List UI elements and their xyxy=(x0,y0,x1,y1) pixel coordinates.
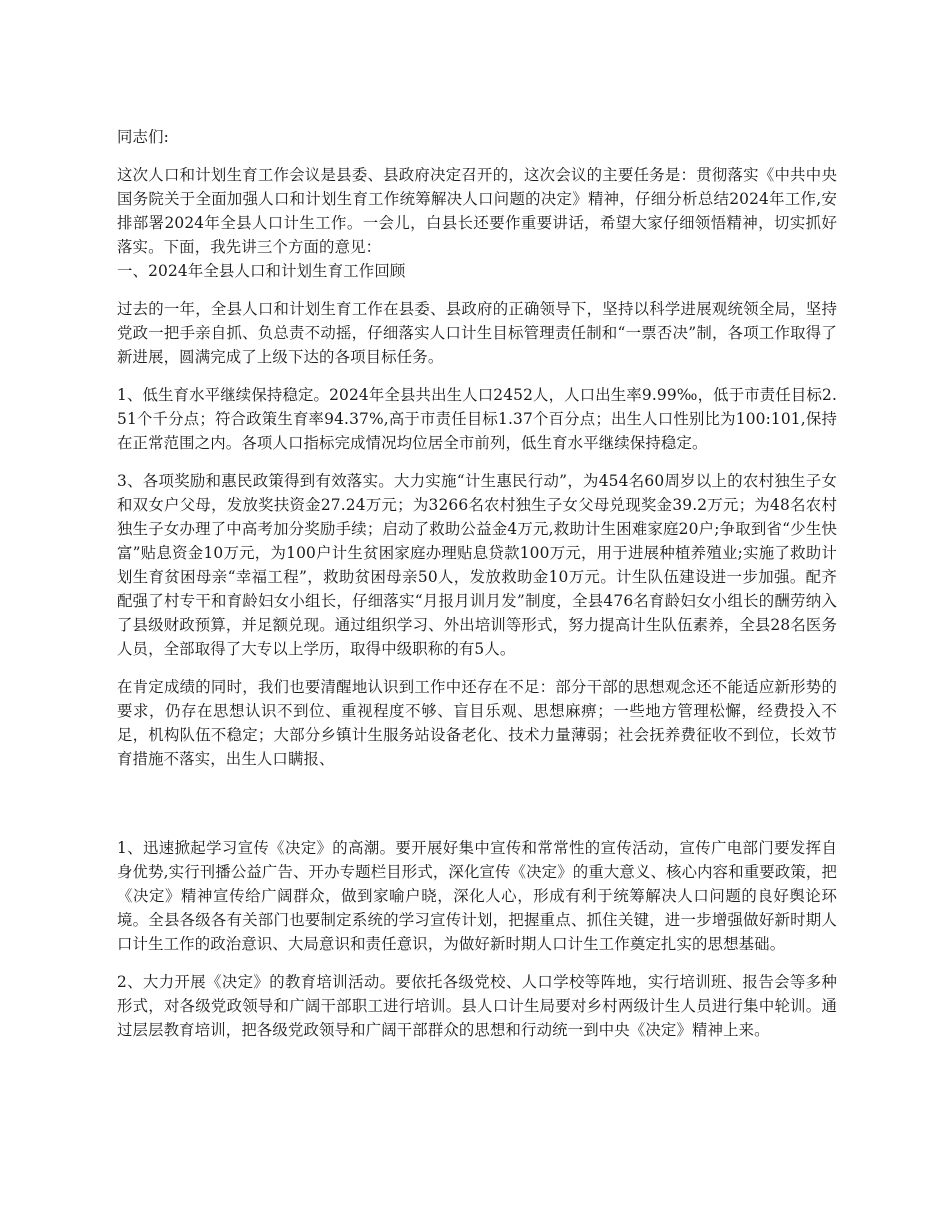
shortcomings-paragraph: 在肯定成绩的同时，我们也要清醒地认识到工作中还存在不足：部分干部的思想观念还不能适应新形势的要求，仍存在思想认识不到位、重视程度不够、盲目乐观、思想麻痹；一些地方管理松懈，经费投入不足，机构队伍不稳定；大部分乡镇计生服务站设备老化、技术力量薄弱；社会抚养费征收不到位，长效节育措施不落实，出生人口瞒报、 xyxy=(117,678,837,768)
section-heading: 一、2024年全县人口和计划生育工作回顾 xyxy=(117,262,406,280)
review-paragraph: 过去的一年，全县人口和计划生育工作在县委、县政府的正确领导下，坚持以科学进展观统领全局，坚持党政一把手亲自抓、负总责不动摇，仔细落实人口计生目标管理责任制和“一票否决”制，各项工作取得了新进展，圆满完成了上级下达的各项目标任务。 xyxy=(117,300,837,366)
intro-paragraph: 这次人口和计划生育工作会议是县委、县政府决定召开的，这次会议的主要任务是：贯彻落实《中共中央国务院关于全面加强人口和计划生育工作统筹解决人口问题的决定》精神，仔细分析总结2024年工作,安排部署2024年全县人口计生工作。一会儿，白县长还要作重要讲话，希望大家仔细领悟精神，切实抓好落实。下面，我先讲三个方面的意见： xyxy=(117,166,837,256)
salutation: 同志们: xyxy=(117,128,169,146)
document-upper-section xyxy=(117,125,837,785)
document-lower-section xyxy=(117,836,837,1056)
incentive-policy-paragraph: 3、各项奖励和惠民政策得到有效落实。大力实施“计生惠民行动”，为454名60周岁以上的农村独生子女和双女户父母，发放奖扶资金27.24万元；为3266名农村独生子女父母兑现奖金39.2万元；为48名农村独生子女办理了中高考加分奖励手续；启动了救助公益金4万元,救助计生困难家庭20户;争取到省“少生快富”贴息资金10万元，为100户计生贫困家庭办理贴息贷款100万元，用于进展种植养殖业;实施了救助计划生育贫困母亲“幸福工程”，救助贫困母亲50人，发放救助金10万元。计生队伍建设进一步加强。配齐配强了村专干和育龄妇女小组长，仔细落实“月报月训月发”制度，全县476名育龄妇女小组长的酬劳纳入了县级财政预算，并足额兑现。通过组织学习、外出培训等形式，努力提高计生队伍素养，全县28名医务人员，全部取得了大专以上学历，取得中级职称的有5人。 xyxy=(117,472,837,658)
low-birth-rate-paragraph: 1、低生育水平继续保持稳定。2024年全县共出生人口2452人，人口出生率9.99‰，低于市责任目标2.51个千分点；符合政策生育率94.37%,高于市责任目标1.37个百分点；出生人口性别比为100:101,保持在正常范围之内。各项人口指标完成情况均位居全市前列，低生育水平继续保持稳定。 xyxy=(117,386,837,452)
publicity-paragraph: 1、迅速掀起学习宣传《决定》的高潮。要开展好集中宣传和常常性的宣传活动，宣传广电部门要发挥自身优势,实行刊播公益广告、开办专题栏目形式，深化宣传《决定》的重大意义、核心内容和重要政策，把《决定》精神宣传给广阔群众，做到家喻户晓，深化人心，形成有利于统筹解决人口问题的良好舆论环境。全县各级各有关部门也要制定系统的学习宣传计划，把握重点、抓住关键，进一步增强做好新时期人口计生工作的政治意识、大局意识和责任意识，为做好新时期人口计生工作奠定扎实的思想基础。 xyxy=(117,839,837,953)
training-paragraph: 2、大力开展《决定》的教育培训活动。要依托各级党校、人口学校等阵地，实行培训班、报告会等多种形式，对各级党政领导和广阔干部职工进行培训。县人口计生局要对乡村两级计生人员进行集中轮训。通过层层教育培训，把各级党政领导和广阔干部群众的思想和行动统一到中央《决定》精神上来。 xyxy=(117,973,837,1039)
